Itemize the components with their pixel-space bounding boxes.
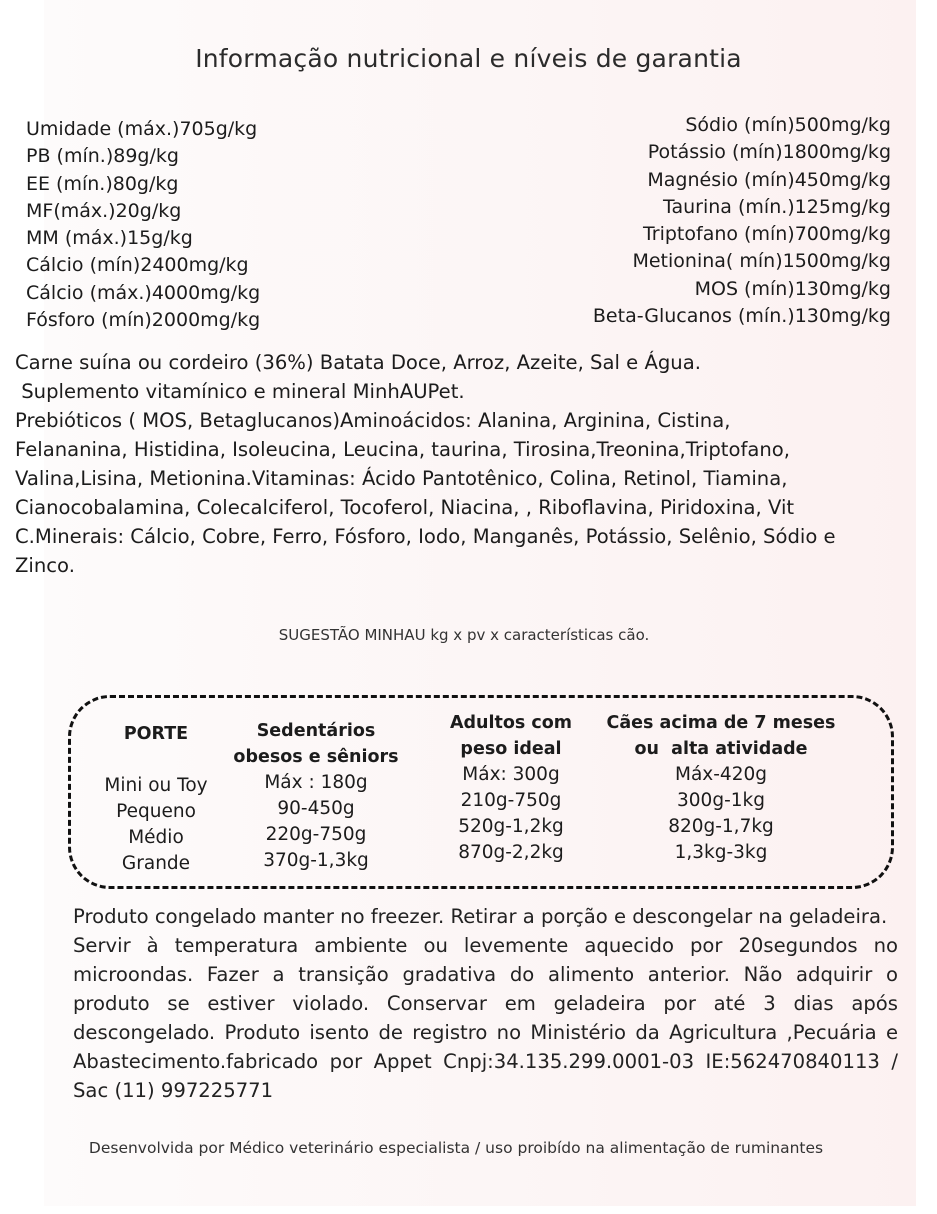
table-cell: Mini ou Toy [104, 775, 208, 796]
nutrition-item: MM (máx.)15g/kg [26, 227, 193, 250]
table-column-sedentarios [226, 718, 406, 874]
nutrition-item: Taurina (mín.)125mg/kg [663, 195, 891, 218]
table-cell: Grande [121, 853, 191, 874]
table-cell: Máx: 300g [462, 764, 560, 785]
nutrition-item: MOS (mín)130mg/kg [694, 277, 891, 300]
ingredients-line: Carne suína ou cordeiro (36%) Batata Doce, Arroz, Azeite, Sal e Água. [15, 351, 701, 374]
nutrition-item: Fósforo (mín)2000mg/kg [26, 309, 261, 332]
column-header: PORTE [123, 724, 189, 744]
table-cell: 90-450g [277, 798, 355, 819]
table-cell: Pequeno [116, 801, 196, 822]
page-title: Informação nutricional e níveis de garantia [195, 44, 742, 73]
column-header: Sedentários [256, 721, 376, 741]
instructions-paragraph: Produto congelado manter no freezer. Retirar a porção e descongelar na geladeira. [73, 905, 888, 928]
table-cell: 370g-1,3kg [263, 850, 369, 871]
table-column-caes [598, 710, 844, 866]
nutrition-item: Metionina( mín)1500mg/kg [632, 250, 891, 273]
table-cell: 300g-1kg [677, 790, 765, 811]
table-cell: Médio [128, 827, 184, 848]
table-column-porte [88, 721, 224, 877]
nutrition-list-left [26, 116, 260, 334]
table-cell: 820g-1,7kg [668, 816, 774, 837]
table-cell: Máx : 180g [264, 772, 368, 793]
table-cell: 220g-750g [265, 824, 367, 845]
table-cell: Máx-420g [675, 764, 767, 785]
nutrition-item: Cálcio (mín)2400mg/kg [26, 254, 249, 277]
table-cell: 870g-2,2kg [458, 842, 564, 863]
ingredients-line: Suplemento vitamínico e mineral MinhAUPet. [15, 380, 465, 403]
ingredients-line: Zinco. [15, 554, 75, 577]
nutrition-item: Cálcio (máx.)4000mg/kg [26, 281, 261, 304]
feeding-suggestion-title: SUGESTÃO MINHAU kg x pv x características cão. [278, 626, 650, 644]
nutrition-item: Triptofano (mín)700mg/kg [642, 223, 891, 246]
ingredients-text [15, 348, 915, 580]
nutrition-item: MF(máx.)20g/kg [26, 199, 182, 222]
column-header: ou alta atividade [634, 739, 808, 759]
table-cell: 520g-1,2kg [458, 816, 564, 837]
column-header: Adultos com [449, 713, 573, 733]
nutrition-item: Beta-Glucanos (mín.)130mg/kg [592, 305, 891, 328]
nutrition-list-right [593, 112, 891, 330]
column-header: peso ideal [460, 739, 562, 759]
ingredients-line: C.Minerais: Cálcio, Cobre, Ferro, Fósforo, Iodo, Manganês, Potássio, Selênio, Sódio e [15, 525, 836, 548]
ingredients-line: Valina,Lisina, Metionina.Vitaminas: Ácido Pantotênico, Colina, Retinol, Tiamina, [15, 467, 788, 490]
column-header: Cães acima de 7 meses [606, 713, 836, 733]
nutrition-item: Umidade (máx.)705g/kg [26, 118, 258, 140]
column-header: obesos e sêniors [233, 747, 399, 767]
nutrition-item: PB (mín.)89g/kg [26, 145, 179, 168]
table-column-adultos [436, 710, 586, 866]
table-cell: 210g-750g [460, 790, 562, 811]
instructions-text [73, 902, 898, 1105]
footer-note: Desenvolvida por Médico veterinário especialista / uso proibído na alimentação de ruminantes [88, 1139, 824, 1157]
nutrition-item: Potássio (mín)1800mg/kg [647, 141, 891, 164]
ingredients-line: Cianocobalamina, Colecalciferol, Tocoferol, Niacina, , Riboflavina, Piridoxina, Vit [15, 496, 795, 519]
nutrition-item: EE (mín.)80g/kg [26, 172, 179, 195]
nutrition-item: Magnésio (mín)450mg/kg [647, 168, 891, 191]
ingredients-line: Felananina, Histidina, Isoleucina, Leucina, taurina, Tirosina,Treonina,Triptofano, [15, 438, 791, 461]
nutrition-item: Sódio (mín)500mg/kg [685, 114, 891, 136]
instructions-paragraph: Servir à temperatura ambiente ou levemente aquecido por 20segundos no microondas. Fazer a transição gradativa do alimento anterior. Não adquirir o produto se estiver violado. Conservar em geladeira por até 3 dias após descongelado. Produto isento de registro no Ministério da Agricultura ,Pecuária e Abastecimento.fabricado por Appet Cnpj:34.135.299.0001-03 IE:562470840113 / Sac (11) 997225771 [73, 934, 898, 1102]
ingredients-line: Prebióticos ( MOS, Betaglucanos)Aminoácidos: Alanina, Arginina, Cistina, [15, 409, 731, 432]
table-cell: 1,3kg-3kg [674, 842, 768, 863]
